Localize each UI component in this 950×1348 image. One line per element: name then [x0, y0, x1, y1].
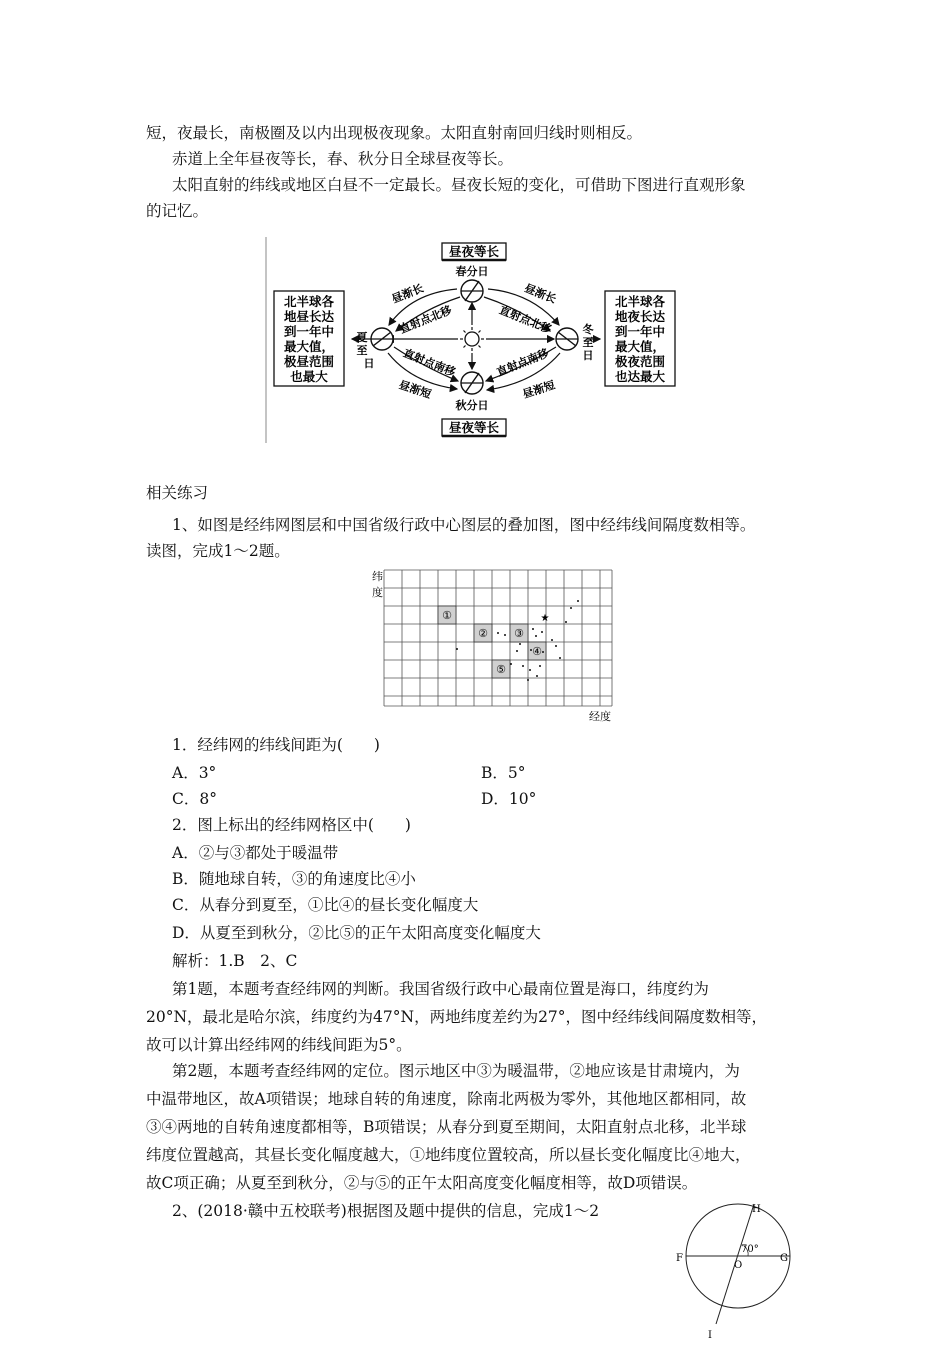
q1-stem: 1．经纬网的纬线间距为( )	[172, 736, 380, 754]
paragraph-direct-sun-b: 的记忆。	[146, 202, 209, 220]
svg-text:到一年中: 到一年中	[283, 324, 335, 339]
svg-text:也最大: 也最大	[290, 369, 328, 384]
svg-text:北半球各: 北半球各	[283, 294, 335, 309]
circle-diagram	[672, 1196, 792, 1344]
svg-text:昼渐短: 昼渐短	[397, 378, 433, 401]
section-heading: 相关练习	[146, 484, 209, 502]
grid-cell-1	[438, 606, 456, 624]
svg-text:直射点北移: 直射点北移	[397, 303, 454, 337]
svg-text:纬: 纬	[372, 570, 383, 583]
svg-text:昼渐长: 昼渐长	[389, 281, 426, 306]
explanation-2-line-2: 中温带地区，故A项错误；地球自转的角速度，除南北两极为零外，其他地区都相同，故	[146, 1090, 747, 1108]
latitude-longitude-grid	[360, 566, 620, 726]
svg-text:最大值，: 最大值，	[614, 339, 666, 354]
svg-text:②: ②	[478, 627, 488, 640]
explanation-2-line-4: 纬度位置越高，其昼长变化幅度越大，①地纬度位置较高，所以昼长变化幅度比④地大，	[146, 1146, 751, 1164]
svg-text:①: ①	[442, 609, 452, 622]
svg-text:日: 日	[363, 357, 375, 370]
svg-text:最大值，: 最大值，	[283, 339, 335, 354]
svg-text:夏: 夏	[356, 331, 368, 344]
svg-text:昼渐短: 昼渐短	[521, 378, 557, 401]
explanation-1-line-1: 第1题，本题考查经纬网的判断。我国省级行政中心最南位置是海口，纬度约为	[172, 980, 709, 998]
top-box	[442, 243, 506, 260]
explanation-1-line-2: 20°N，最北是哈尔滨，纬度约为47°N，两地纬度差约为27°，图中经纬线间隔度数相等，	[146, 1008, 768, 1026]
svg-text:昼夜等长: 昼夜等长	[448, 420, 500, 435]
left-box	[274, 291, 344, 386]
svg-text:H: H	[752, 1204, 761, 1215]
q2-option-b: B．随地球自转，③的角速度比④小	[172, 870, 416, 888]
spring-label: 春分日	[455, 265, 489, 278]
autumn-label: 秋分日	[455, 399, 489, 412]
svg-text:度: 度	[372, 586, 383, 599]
svg-text:70°: 70°	[741, 1244, 759, 1255]
svg-text:③: ③	[514, 627, 524, 640]
svg-text:经度: 经度	[589, 710, 611, 723]
grid-lines	[384, 570, 612, 706]
q2-option-a: A．②与③都处于暖温带	[172, 844, 339, 862]
svg-text:也达最大: 也达最大	[614, 369, 666, 384]
svg-text:昼夜等长: 昼夜等长	[448, 244, 500, 259]
svg-text:到一年中: 到一年中	[614, 324, 666, 339]
autumn-equinox-globe-icon	[461, 372, 483, 394]
paragraph-direct-sun-a: 太阳直射的纬线或地区白昼不一定最长。昼夜长短的变化，可借助下图进行直观形象	[172, 176, 746, 194]
question-intro-b: 读图，完成1～2题。	[146, 542, 290, 560]
paragraph-continuation: 短，夜最长，南极圈及以内出现极夜现象。太阳直射南回归线时则相反。	[146, 124, 643, 142]
svg-text:I: I	[708, 1330, 712, 1341]
q1-option-d: D．10°	[481, 790, 537, 808]
answer-line: 解析：1.B 2、C	[172, 952, 298, 970]
winter-solstice-globe-icon	[556, 328, 578, 350]
svg-text:冬: 冬	[582, 323, 594, 336]
svg-text:直射点南移: 直射点南移	[494, 346, 551, 380]
svg-text:至: 至	[356, 344, 368, 357]
right-box	[605, 291, 675, 386]
q2-option-d: D．从夏至到秋分，②比⑤的正午太阳高度变化幅度大	[172, 924, 541, 942]
svg-text:昼渐长: 昼渐长	[522, 281, 559, 306]
summer-solstice-globe-icon	[371, 328, 393, 350]
q1-option-b: B．5°	[481, 764, 526, 782]
explanation-1-line-3: 故可以计算出经纬网的纬线间距为5°。	[146, 1036, 412, 1054]
bottom-box	[442, 419, 506, 436]
q1-option-a: A．3°	[172, 764, 217, 782]
grid-cell-3	[510, 624, 528, 642]
paragraph-equator: 赤道上全年昼夜等长，春、秋分日全球昼夜等长。	[172, 150, 514, 168]
svg-text:地昼长达: 地昼长达	[283, 309, 335, 324]
explanation-2-line-5: 故C项正确；从夏至到秋分，②与⑤的正午太阳高度变化幅度相等，故D项错误。	[146, 1174, 698, 1192]
svg-text:北半球各: 北半球各	[614, 294, 666, 309]
svg-text:极昼范围: 极昼范围	[283, 354, 335, 369]
q2-stem: 2．图上标出的经纬网格区中( )	[172, 816, 411, 834]
grid-cell-5	[492, 660, 510, 678]
spring-equinox-globe-icon	[461, 280, 483, 302]
svg-text:直射点南移: 直射点南移	[401, 346, 458, 380]
svg-text:G: G	[780, 1253, 788, 1264]
q1-option-c: C．8°	[172, 790, 217, 808]
capital-star-icon: ★	[540, 613, 550, 624]
question-intro-a: 1、如图是经纬网图层和中国省级行政中心图层的叠加图，图中经纬线间隔度数相等。	[172, 516, 756, 534]
svg-text:O: O	[734, 1260, 743, 1271]
explanation-2-line-3: ③④两地的自转角速度都相等，B项错误；从春分到夏至期间，太阳直射点北移，北半球	[146, 1118, 747, 1136]
svg-text:日: 日	[582, 349, 594, 362]
explanation-2-line-1: 第2题，本题考查经纬网的定位。图示地区中③为暖温带，②地应该是甘肃境内，为	[172, 1062, 740, 1080]
svg-text:地夜长达: 地夜长达	[614, 309, 666, 324]
svg-text:F: F	[676, 1253, 683, 1264]
svg-text:直射点北移: 直射点北移	[497, 303, 554, 337]
sun-icon	[460, 327, 484, 351]
svg-text:至: 至	[582, 336, 594, 349]
svg-text:极夜范围: 极夜范围	[614, 354, 666, 369]
question-2-intro: 2、(2018·赣中五校联考)根据图及题中提供的信息，完成1～2	[172, 1202, 600, 1220]
svg-text:⑤: ⑤	[496, 663, 506, 676]
grid-cell-2	[474, 624, 492, 642]
grid-cell-4	[528, 642, 546, 660]
svg-text:④: ④	[532, 645, 542, 658]
day-night-diagram	[262, 233, 687, 443]
q2-option-c: C．从春分到夏至，①比④的昼长变化幅度大	[172, 896, 479, 914]
